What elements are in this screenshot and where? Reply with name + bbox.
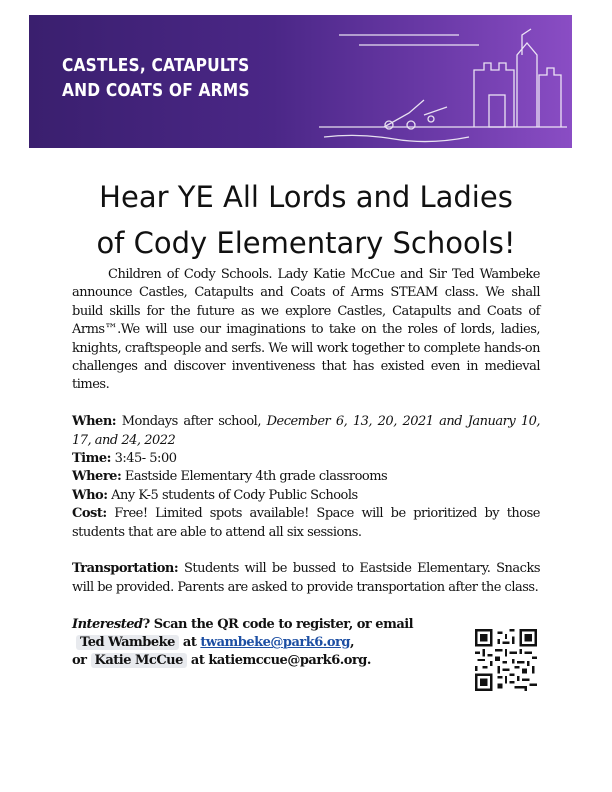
contact-line1 [72, 616, 540, 634]
banner-title-line2: AND COATS OF ARMS [62, 80, 250, 101]
when-text: Mondays after school, [116, 414, 267, 430]
cost-text: Free! Limited spots available! Space will be prioritized by those students that are able to attend all six sessions. [72, 506, 540, 540]
katie-email-text: at katiemccue@park6.org. [186, 653, 371, 669]
when-label: When: [72, 414, 117, 430]
contact-line1-text: ? Scan the QR code to register, or email [142, 616, 414, 632]
time-text: 3:45- 5:00 [110, 451, 177, 467]
who-label: Who: [72, 487, 108, 503]
contact-at-1: at [178, 635, 201, 651]
contact-name-katie: Katie McCue [91, 653, 187, 668]
transportation-text: Students will be bussed to Eastside Elementary. Snacks will be provided. Parents are asked to provide transportation after the class. [72, 561, 540, 595]
cost-label: Cost: [72, 506, 107, 522]
banner-title [62, 53, 268, 103]
banner-title-line1: CASTLES, CATAPULTS [62, 55, 250, 76]
transportation-paragraph [72, 560, 540, 597]
intro-paragraph: Children of Cody Schools. Lady Katie McCue and Sir Ted Wambeke announce Castles, Catapults and Coats of Arms STEAM class. We shall build skills for the future as we explore Castles, Catapults and Coats of Arms™.We will use our imaginations to take on the roles of lords, ladies, knights, craftspeople and serfs. We will work together to complete hands-on challenges and discover inventiveness that has existed even in medieval times. [72, 267, 540, 393]
ted-email-link[interactable]: twambeke@park6.org [200, 635, 350, 651]
where-line [72, 468, 540, 486]
where-label: Where: [72, 469, 122, 485]
banner [29, 15, 572, 148]
contact-line2 [72, 634, 540, 652]
where-text: Eastside Elementary 4th grade classrooms [121, 469, 388, 485]
flyer-body [72, 266, 540, 671]
time-label: Time: [72, 451, 111, 467]
cost-line [72, 505, 540, 542]
interested-label: Interested [72, 616, 143, 632]
contact-comma: , [349, 635, 354, 651]
when-line [72, 413, 540, 450]
who-line [72, 487, 540, 505]
headline-line1: Hear YE All Lords and Ladies [99, 180, 513, 214]
headline-line2: of Cody Elementary Schools! [96, 226, 516, 260]
contact-or: or [72, 653, 91, 669]
contact-line3 [72, 652, 540, 670]
qr-code-icon[interactable] [475, 629, 537, 691]
transportation-label: Transportation: [72, 561, 179, 577]
contact-name-ted: Ted Wambeke [76, 635, 179, 650]
who-text: Any K-5 students of Cody Public Schools [107, 487, 358, 503]
when-dates: December 6, 13, 20, 2021 and January 10, 17, and 24, 2022 [72, 414, 540, 448]
page-headline [29, 174, 583, 266]
castle-illustration-icon [299, 15, 572, 148]
time-line [72, 450, 540, 468]
